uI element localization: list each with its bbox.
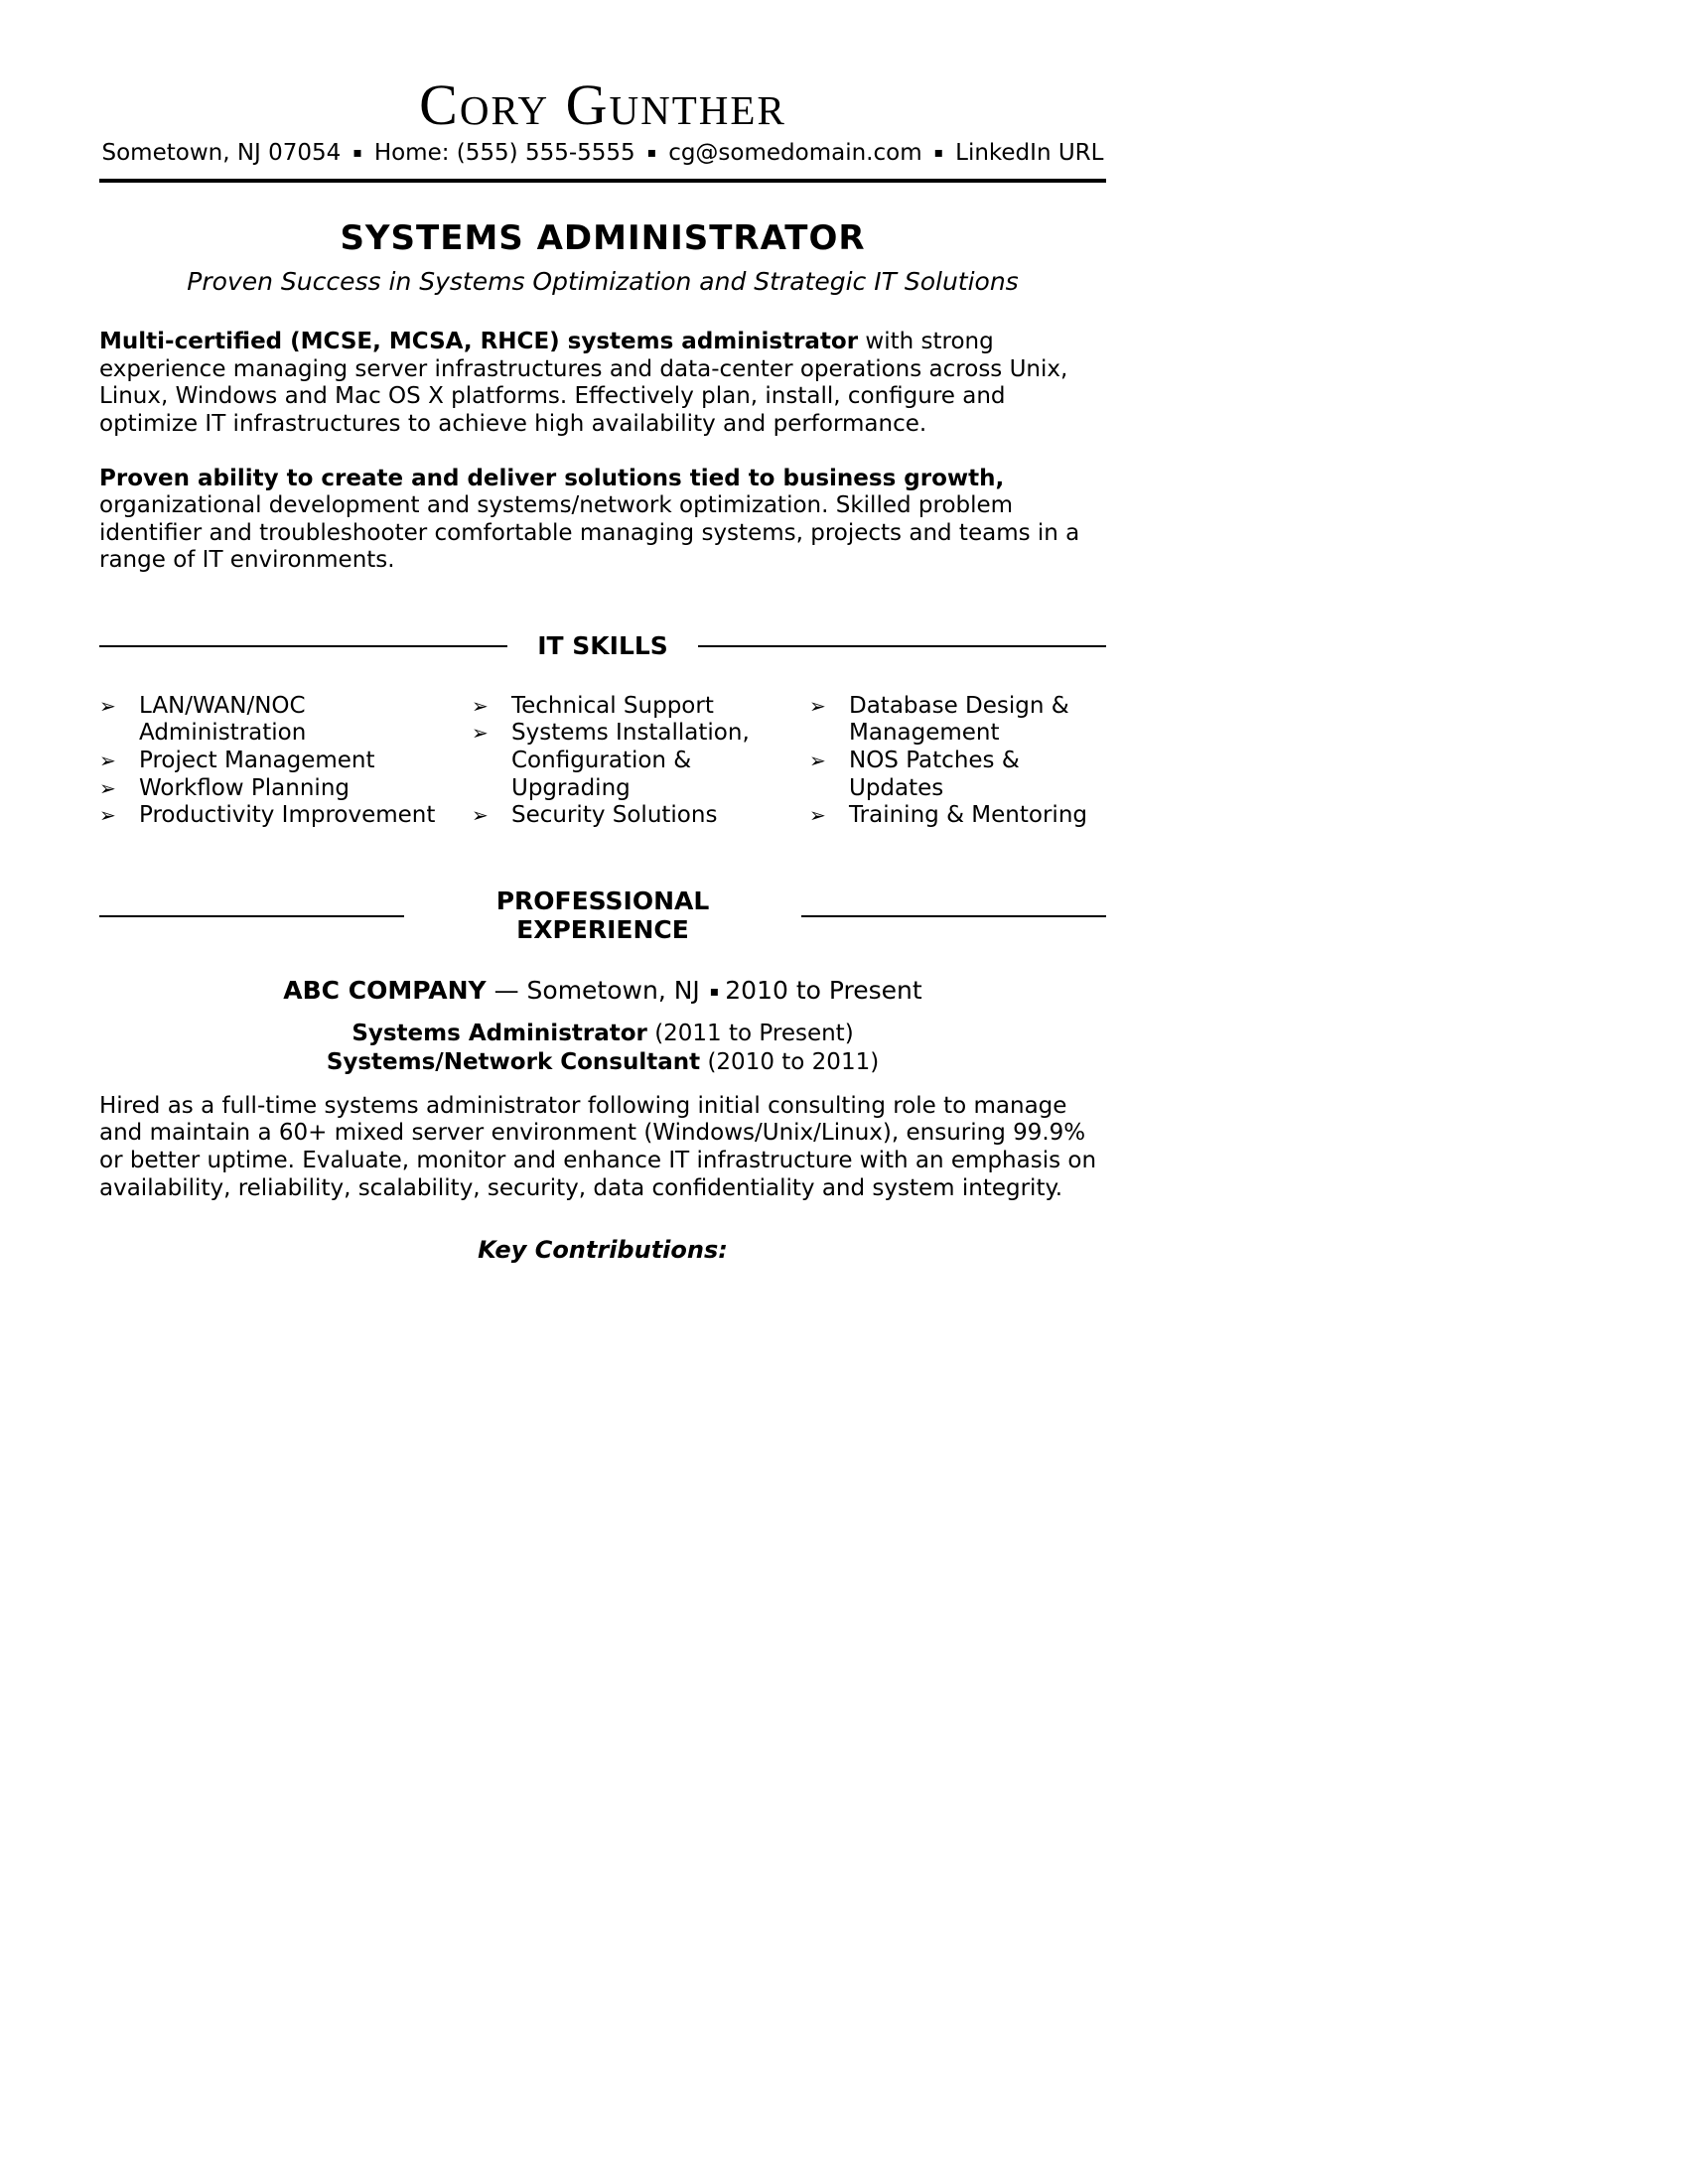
skill-label: Systems Installation, Configuration & Upgrading [511, 720, 750, 801]
resume-tagline: Proven Success in Systems Optimization and Strategic IT Solutions [187, 267, 1019, 297]
skill-label: Technical Support [511, 692, 714, 719]
skills-column-1 [99, 693, 472, 830]
skill-item [472, 802, 809, 830]
skill-label: Workflow Planning [139, 774, 350, 801]
skill-item [99, 748, 472, 775]
square-bullet-icon: ▪ [709, 984, 720, 1001]
skill-item [472, 720, 809, 802]
role-title: Systems Administrator [352, 1021, 647, 1047]
skills-columns [99, 693, 1106, 830]
arrow-bullet-icon: ➢ [809, 693, 826, 718]
arrow-bullet-icon: ➢ [99, 693, 116, 718]
role-line [99, 1020, 1106, 1048]
experience-description: Hired as a full-time systems administrator following initial consulting role to manage and maintain a 60+ mixed server environment (Windows/Unix/Linux), ensuring 99.9% or better uptime. Evaluate, monitor and enhance IT infrastructure with an emphasis on availability, reliability, scalability, security, data confidentiality and system integrity. [99, 1092, 1097, 1201]
skill-item [809, 802, 1106, 830]
skills-column-3 [809, 693, 1106, 830]
skills-column-2 [472, 693, 809, 830]
arrow-bullet-icon: ➢ [809, 803, 826, 828]
contact-phone: Home: (555) 555-5555 [373, 139, 635, 166]
arrow-bullet-icon: ➢ [472, 721, 489, 746]
skill-item [809, 748, 1106, 802]
contact-line [99, 140, 1106, 168]
company-location: — Sometown, NJ [493, 976, 700, 1006]
section-title-skills: IT SKILLS [537, 631, 668, 661]
contact-linkedin: LinkedIn URL [955, 139, 1104, 166]
section-rule-right [698, 645, 1106, 647]
role-title: Systems/Network Consultant [326, 1049, 701, 1075]
skill-item [99, 775, 472, 803]
summary-paragraph [99, 329, 1106, 438]
skill-label: NOS Patches & Updates [849, 747, 1020, 801]
skill-label: Security Solutions [511, 802, 718, 829]
arrow-bullet-icon: ➢ [99, 775, 116, 800]
candidate-name: Cory Gunther [419, 72, 786, 137]
arrow-bullet-icon: ➢ [472, 693, 489, 718]
summary-lead: Multi-certified (MCSE, MCSA, RHCE) systems administrator [99, 329, 859, 355]
summary-paragraph [99, 466, 1106, 575]
summary-rest: with strong experience managing server infrastructures and data-center operations across Unix, Linux, Windows and Mac OS X platforms. Effectively plan, install, configure and optimize IT infrastructures to achieve high availability and performance. [99, 329, 1068, 438]
contact-email: cg@somedomain.com [668, 139, 922, 166]
skill-label: LAN/WAN/NOC Administration [139, 692, 307, 747]
skill-item [99, 693, 472, 748]
summary-rest: organizational development and systems/network optimization. Skilled problem identifier and troubleshooter comfortable managing systems, projects and teams in a range of IT environments. [99, 492, 1080, 574]
role-list [99, 1020, 1106, 1077]
section-rule-right [801, 915, 1106, 917]
square-bullet-icon: ▪ [352, 144, 362, 161]
role-dates: (2010 to 2011) [707, 1049, 880, 1075]
company-name: ABC COMPANY [283, 976, 487, 1006]
skill-item [99, 802, 472, 830]
arrow-bullet-icon: ➢ [99, 803, 116, 828]
arrow-bullet-icon: ➢ [99, 748, 116, 772]
skill-item [472, 693, 809, 721]
square-bullet-icon: ▪ [933, 144, 944, 161]
section-rule-left [99, 915, 404, 917]
skill-label: Productivity Improvement [139, 802, 436, 829]
resume-title: SYSTEMS ADMINISTRATOR [340, 218, 866, 259]
contact-location: Sometown, NJ 07054 [101, 139, 342, 166]
summary-lead: Proven ability to create and deliver solutions tied to business growth, [99, 465, 1005, 491]
role-line [99, 1048, 1106, 1077]
key-contributions-label: Key Contributions: [478, 1236, 728, 1265]
section-rule-left [99, 645, 507, 647]
arrow-bullet-icon: ➢ [472, 803, 489, 828]
square-bullet-icon: ▪ [646, 144, 657, 161]
section-title-experience: PROFESSIONAL EXPERIENCE [495, 886, 710, 944]
skill-item [809, 693, 1106, 748]
skill-label: Database Design & Management [849, 692, 1069, 747]
resume-page [99, 72, 1106, 1265]
skill-label: Project Management [139, 747, 375, 773]
company-dates: 2010 to Present [725, 976, 922, 1006]
skill-label: Training & Mentoring [849, 802, 1087, 829]
role-dates: (2011 to Present) [654, 1021, 854, 1047]
header-divider [99, 179, 1106, 183]
company-line [99, 976, 1106, 1006]
arrow-bullet-icon: ➢ [809, 748, 826, 772]
section-header-skills [99, 632, 1106, 661]
section-header-experience [99, 887, 1106, 945]
